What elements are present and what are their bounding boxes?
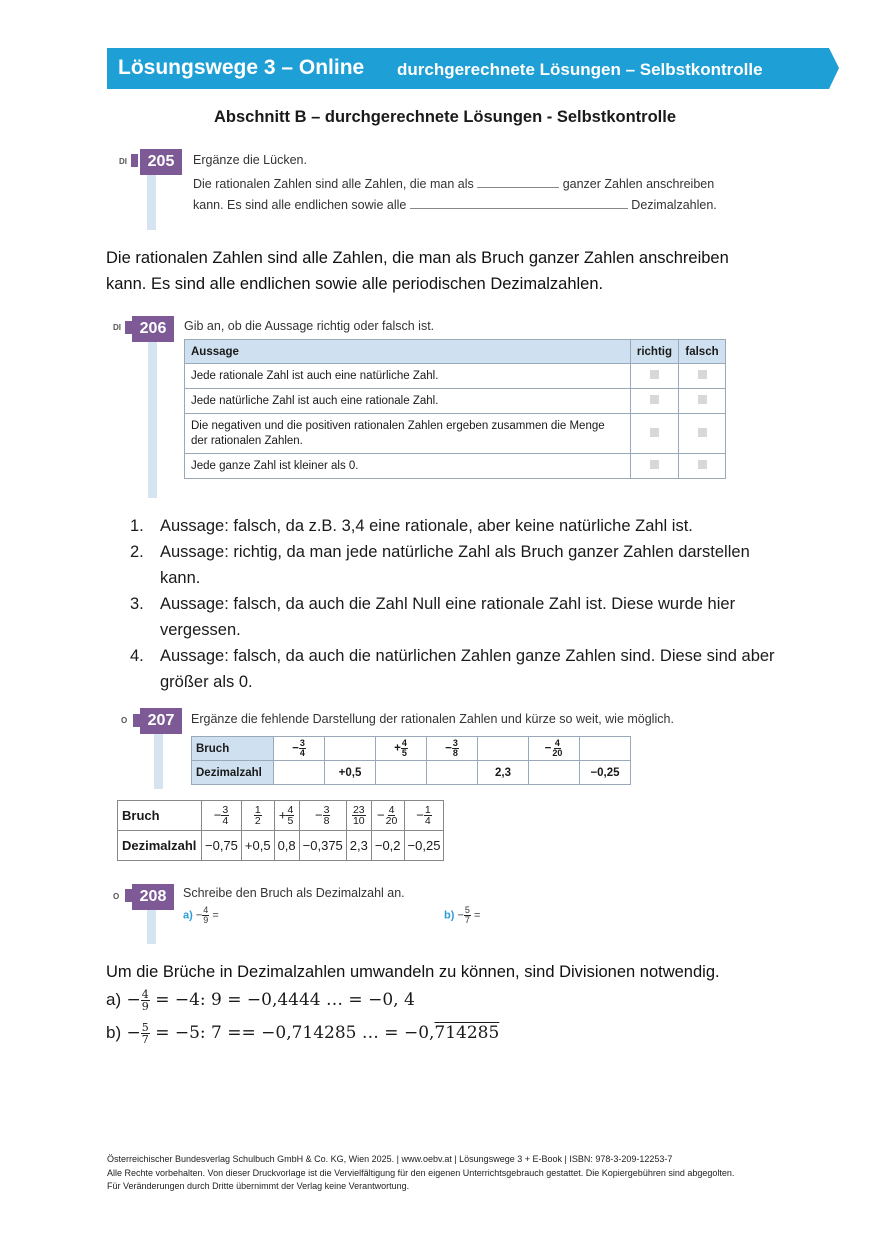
footer-line: Für Veränderungen durch Dritte übernimmt der Verlag keine Verantwortung. [107,1181,410,1191]
checkbox[interactable] [698,428,707,437]
column-header: Aussage [185,340,631,364]
decimal-cell: −0,2 [371,831,404,861]
solution-b: b) − $\frac{5}{7}$ = −5: 7 == −0,714285 … = −0,714285 [106,1021,500,1046]
header-banner [107,48,839,89]
checkbox[interactable] [650,370,659,379]
fraction-cell [376,737,427,761]
row-label: Bruch [192,737,274,761]
richtig-cell [630,389,678,414]
list-item [130,591,790,643]
sign: − [292,742,299,755]
period-digits: 714285 [434,1023,500,1043]
solution-a: a) − $\frac{4}{9}$ = −4: 9 = −0,4444 … = −0, 4̇ [106,988,415,1013]
numerator: 4 [388,803,395,816]
checkbox[interactable] [698,370,707,379]
exercise-bar [147,174,156,230]
denominator: 7 [464,915,470,925]
footer-line: Österreichischer Bundesverlag Schulbuch GmbH & Co. KG, Wien 2025. | www.oebv.at | Lösungswege 3 + E-Book | ISBN: 978-3-209-12253-7 [107,1154,673,1164]
numerator: 23 [352,803,365,816]
checkbox[interactable] [650,460,659,469]
falsch-cell [679,454,726,479]
richtig-cell [630,454,678,479]
numerator: 3 [452,738,458,748]
level-label: O [113,892,120,901]
table-header-row [185,340,726,364]
task-line-1 [193,176,714,191]
column-header: falsch [679,340,726,364]
answer-205 [106,245,729,297]
footer [107,1153,734,1194]
sign: − [416,806,424,822]
decimal-cell: +0,5 [241,831,274,861]
number-tab [125,321,132,334]
decimal-cell [529,761,580,785]
fraction [323,805,331,827]
fraction [286,805,294,827]
fraction [464,906,471,925]
fraction [141,989,150,1012]
row-label: Dezimalzahl [118,831,202,861]
answer-line: Um die Brüche in Dezimalzahlen umwandeln zu können, sind Divisionen notwendig. [106,963,720,981]
denominator: 8 [452,748,458,758]
number-tab [133,714,140,727]
subtask-b: b) − $\frac{5}{7}$ = [444,905,481,925]
task-line-2 [193,197,717,212]
exercise-number: 206 [132,316,174,342]
item-text: Aussage: falsch, da z.B. 3,4 eine rationale, aber keine natürliche Zahl ist. [160,517,693,535]
sign: − [445,742,452,755]
column-header: richtig [630,340,678,364]
fraction-cell [325,737,376,761]
item-text: Aussage: richtig, da man jede natürliche Zahl als Bruch ganzer Zahlen darstellen kann. [160,543,750,587]
denominator: 5 [401,748,407,758]
numerator: 5 [464,905,470,915]
fraction-cell [404,801,444,831]
exercise-number: 208 [132,884,174,910]
fraction [221,805,229,827]
richtig-cell [630,364,678,389]
answer-intro-208 [106,959,720,985]
decimal-cell: 0,8 [274,831,299,861]
item-text: Aussage: falsch, da auch die natürlichen Zahlen ganze Zahlen sind. Diese sind aber größer als 0. [160,647,775,691]
denominator: 9 [203,915,209,925]
decimal-cell: −0,25 [404,831,444,861]
fraction [452,739,459,758]
numerator: 4 [287,803,294,816]
numerator: 3 [299,738,305,748]
checkbox[interactable] [650,428,659,437]
table-row [185,389,726,414]
decimal-cell: +0,5 [325,761,376,785]
gap-1 [477,176,559,188]
exercise-bar [147,908,156,944]
item-number: 4. [130,647,144,665]
denominator: 10 [352,815,365,827]
item-number: 3. [130,595,144,613]
denominator: 9 [141,1000,149,1013]
fraction-cell [274,801,299,831]
decimal-cell: −0,75 [202,831,242,861]
falsch-cell [679,414,726,454]
sign: + [278,806,287,822]
level-label: DI [119,157,127,166]
fraction-cell [478,737,529,761]
denominator: 5 [287,815,294,827]
fraction-cell [427,737,478,761]
level-label: DI [113,323,121,332]
fraction [352,805,366,827]
fraction [202,906,209,925]
denominator: 4 [299,748,305,758]
sign: − [377,806,385,822]
table-row [118,831,444,861]
task-text: kann. Es sind alle endlichen sowie alle [193,198,407,212]
fraction-cell [529,737,580,761]
checkbox[interactable] [698,395,707,404]
sign: − [544,742,552,755]
answer-list-206 [130,513,790,695]
fraction [424,805,432,827]
denominator: 20 [385,815,398,827]
instruction: Ergänze die fehlende Darstellung der rationalen Zahlen und kürze so weit, wie möglich. [191,712,674,726]
sign: − [213,806,222,822]
task-table-207 [191,736,631,785]
solution-text: = −4: 9 = −0,4444 … = −0, 4̇ [155,990,415,1010]
fraction [299,739,306,758]
subtask-label: b) [444,909,455,922]
numerator: 3 [323,803,330,816]
exercise-number: 205 [140,149,182,175]
checkbox[interactable] [650,395,659,404]
decimal-cell: −0,375 [299,831,346,861]
section-title: Abschnitt B – durchgerechnete Lösungen - Selbstkontrolle [213,108,677,126]
row-label: Bruch [118,801,202,831]
denominator: 2 [254,815,261,827]
decimal-cell: −0,25 [580,761,631,785]
denominator: 7 [141,1033,149,1046]
item-number: 1. [130,517,144,535]
exercise-bar [154,733,163,789]
table-row [118,801,444,831]
task-text: ganzer Zahlen anschreiben [562,177,715,191]
statement-table [184,339,726,479]
list-item [130,539,790,591]
solution-table-207 [117,800,444,861]
table-row [185,414,726,454]
task-text: Dezimalzahlen. [631,198,717,212]
subtask-a: a) − $\frac{4}{9}$ = [183,905,219,925]
instruction: Ergänze die Lücken. [193,153,307,167]
banner-title: Lösungswege 3 – Online [118,56,365,79]
numerator: 1 [424,803,431,816]
numerator: 1 [254,803,261,816]
numerator: 4 [203,905,209,915]
numerator: 4 [141,988,149,1001]
checkbox[interactable] [698,460,707,469]
fraction [551,739,563,758]
numerator: 5 [141,1021,149,1034]
exercise-number: 207 [140,708,182,734]
banner-subtitle: durchgerechnete Lösungen – Selbstkontrolle [397,60,763,79]
fraction-cell [299,801,346,831]
table-row [185,454,726,479]
statement-cell: Jede natürliche Zahl ist auch eine rationale Zahl. [185,389,631,414]
row-label: Dezimalzahl [192,761,274,785]
numerator: 4 [401,738,407,748]
sign: − [315,806,323,822]
list-item [130,643,790,695]
table-row [185,364,726,389]
subtask-label: a) [183,909,193,922]
sign: + [394,742,401,755]
denominator: 20 [552,748,563,758]
decimal-cell: 2,3 [346,831,371,861]
answer-line: Die rationalen Zahlen sind alle Zahlen, die man als Bruch ganzer Zahlen anschreiben [106,249,729,267]
denominator: 4 [424,815,431,827]
statement-cell: Jede ganze Zahl ist kleiner als 0. [185,454,631,479]
fraction-cell [346,801,371,831]
gap-2 [410,197,628,209]
table-row [192,761,631,785]
numerator: 4 [554,738,560,748]
falsch-cell [679,389,726,414]
fraction [401,739,408,758]
fraction [385,805,399,827]
instruction: Gib an, ob die Aussage richtig oder falsch ist. [184,319,435,333]
subtask-label: b) [106,1023,122,1042]
denominator: 8 [323,815,330,827]
table-row [192,737,631,761]
list-item [130,513,790,539]
fraction-cell [371,801,404,831]
fraction [254,805,262,827]
fraction-cell [580,737,631,761]
number-tab [125,889,132,902]
falsch-cell [679,364,726,389]
richtig-cell [630,414,678,454]
level-label: O [121,716,128,725]
decimal-cell [427,761,478,785]
denominator: 4 [222,815,229,827]
decimal-cell: 2,3 [478,761,529,785]
number-tab [131,154,138,167]
exercise-bar [148,340,157,498]
answer-line: kann. Es sind alle endlichen sowie alle periodischen Dezimalzahlen. [106,275,604,293]
fraction [141,1022,150,1045]
statement-cell: Jede rationale Zahl ist auch eine natürliche Zahl. [185,364,631,389]
solution-text: = −5: 7 == −0,714285 … = −0, [155,1023,435,1043]
fraction-cell [241,801,274,831]
decimal-cell [274,761,325,785]
instruction: Schreibe den Bruch als Dezimalzahl an. [183,886,405,900]
statement-cell: Die negativen und die positiven rationalen Zahlen ergeben zusammen die Menge der rationalen Zahlen. [185,414,631,454]
decimal-cell [376,761,427,785]
subtask-label: a) [106,990,122,1009]
numerator: 3 [222,803,229,816]
item-text: Aussage: falsch, da auch die Zahl Null eine rationale Zahl ist. Diese wurde hier vergessen. [160,595,736,639]
footer-line: Alle Rechte vorbehalten. Von dieser Druckvorlage ist die Vervielfältigung für den eigenen Unterrichtsgebrauch gestattet. Die Kopiergebühren sind abgegolten. [107,1167,735,1178]
fraction-cell [202,801,242,831]
fraction-cell [274,737,325,761]
task-text: Die rationalen Zahlen sind alle Zahlen, die man als [193,177,474,191]
item-number: 2. [130,543,144,561]
